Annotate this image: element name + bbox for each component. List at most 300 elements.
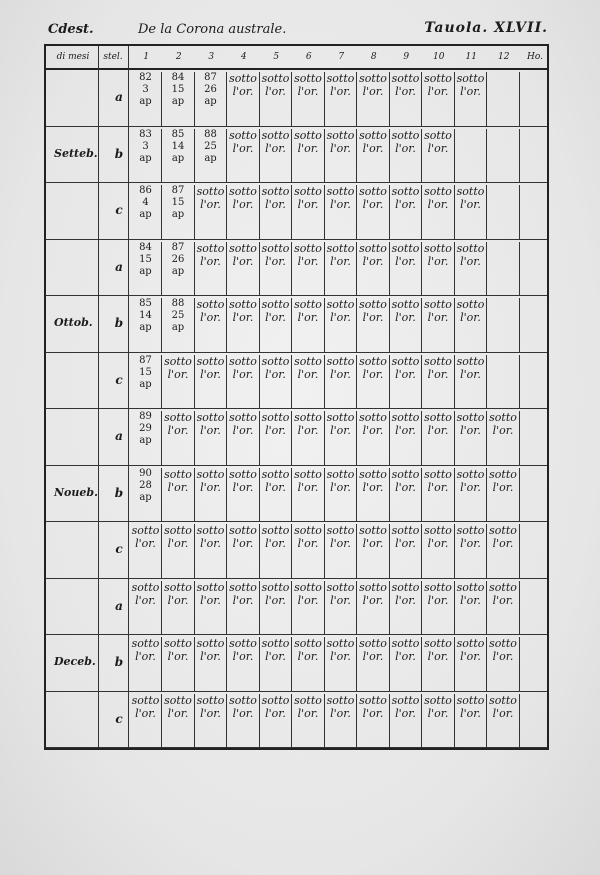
cell-sotto: sotto xyxy=(196,241,225,255)
table-cell xyxy=(163,694,195,748)
cell-lor: l'or. xyxy=(427,706,449,720)
cell-lor: l'or. xyxy=(492,706,514,720)
cell-value: 15 xyxy=(171,84,185,95)
cell-lor: l'or. xyxy=(427,650,449,663)
cell-lor: l'or. xyxy=(427,85,449,98)
cell-lor: l'or. xyxy=(460,254,481,268)
cell-lor: l'or. xyxy=(427,537,449,550)
table-cell xyxy=(130,581,162,635)
cell-value: 90 xyxy=(139,467,152,479)
cell-sotto: sotto xyxy=(326,298,355,311)
table-cell xyxy=(488,694,520,748)
cell-sotto: sotto xyxy=(326,580,355,594)
cell-lor: l'or. xyxy=(330,424,351,437)
table-row xyxy=(46,296,547,353)
cell-lor: l'or. xyxy=(232,367,254,381)
cell-sotto: sotto xyxy=(456,637,485,650)
table-cell xyxy=(488,185,520,239)
cell-sotto: sotto xyxy=(391,241,420,255)
cell-value: 85 xyxy=(171,128,185,140)
cell-value: ap xyxy=(139,209,152,220)
cell-lor: l'or. xyxy=(460,537,481,550)
table-cell xyxy=(260,468,292,522)
table-cell xyxy=(260,411,292,465)
table-cell xyxy=(163,72,195,126)
table-cell xyxy=(130,524,162,578)
table-cell xyxy=(455,355,487,409)
cell-sotto: sotto xyxy=(424,298,452,311)
cell-sotto: sotto xyxy=(164,580,192,594)
cell-sotto: sotto xyxy=(456,298,485,311)
cell-sotto: sotto xyxy=(294,72,322,85)
table-cell xyxy=(390,242,422,296)
table-cell xyxy=(293,355,325,409)
table-row xyxy=(46,522,547,579)
table-cell xyxy=(130,185,162,239)
cell-lor: l'or. xyxy=(427,254,449,268)
cell-value: 15 xyxy=(171,197,185,208)
table-cell xyxy=(358,72,390,126)
cell-lor: l'or. xyxy=(297,254,319,268)
cell-lor: l'or. xyxy=(265,593,286,607)
cell-value: 87 xyxy=(171,241,185,253)
cell-sotto: sotto xyxy=(261,354,290,368)
cell-lor: l'or. xyxy=(330,198,351,211)
cell-lor: l'or. xyxy=(362,367,384,381)
cell-sotto: sotto xyxy=(229,241,257,255)
table-cell xyxy=(423,242,455,296)
table-cell xyxy=(390,129,422,183)
cell-sotto: sotto xyxy=(261,185,290,198)
table-row xyxy=(46,353,547,410)
table-cell xyxy=(455,129,487,183)
cell-sotto: sotto xyxy=(424,467,452,481)
cell-lor: l'or. xyxy=(330,311,351,324)
cell-value: 15 xyxy=(139,366,152,378)
cell-sotto: sotto xyxy=(294,524,322,537)
cell-lor: l'or. xyxy=(460,198,481,211)
cell-lor: l'or. xyxy=(460,311,481,324)
table-cell xyxy=(195,298,227,352)
table-cell xyxy=(163,411,195,465)
table-row xyxy=(46,466,547,523)
cell-sotto: sotto xyxy=(391,354,420,368)
cell-value: 4 xyxy=(142,197,149,208)
cell-sotto: sotto xyxy=(424,693,452,707)
cell-value: 14 xyxy=(171,140,185,152)
cell-lor: l'or. xyxy=(200,650,221,663)
cell-lor: l'or. xyxy=(297,367,319,381)
cell-sotto: sotto xyxy=(424,185,452,198)
table-cell xyxy=(325,72,357,126)
cell-value: 14 xyxy=(139,310,152,321)
cell-sotto: sotto xyxy=(359,185,387,198)
cell-value: ap xyxy=(139,491,152,503)
table-cell xyxy=(163,637,195,691)
table-cell xyxy=(293,72,325,126)
cell-sotto: sotto xyxy=(229,298,257,311)
table-cell xyxy=(228,524,260,578)
table-cell xyxy=(228,129,260,183)
cell-sotto: sotto xyxy=(489,693,517,707)
column-header-hour-1: 1 xyxy=(143,52,150,62)
star-letter: b xyxy=(114,655,124,670)
cell-sotto: sotto xyxy=(261,524,290,537)
cell-lor: l'or. xyxy=(492,480,514,494)
cell-lor: l'or. xyxy=(460,367,481,381)
cell-value: 29 xyxy=(139,423,152,434)
cell-lor: l'or. xyxy=(460,424,481,437)
cell-sotto: sotto xyxy=(294,411,322,424)
table-row xyxy=(46,70,547,127)
cell-value: ap xyxy=(171,96,185,107)
table-cell xyxy=(293,694,325,748)
cell-lor: l'or. xyxy=(200,311,221,324)
table-row xyxy=(46,692,547,749)
cell-sotto: sotto xyxy=(424,128,452,142)
cell-sotto: sotto xyxy=(131,693,160,707)
cell-sotto: sotto xyxy=(229,354,257,368)
cell-lor: l'or. xyxy=(297,311,319,324)
cell-sotto: sotto xyxy=(359,411,387,424)
table-cell xyxy=(325,468,357,522)
table-cell xyxy=(325,242,357,296)
table-cell xyxy=(260,242,292,296)
table-cell xyxy=(488,129,520,183)
cell-lor: l'or. xyxy=(232,593,254,607)
cell-sotto: sotto xyxy=(294,580,322,594)
cell-sotto: sotto xyxy=(261,72,290,85)
table-cell xyxy=(163,129,195,183)
table-cell xyxy=(325,524,357,578)
cell-sotto: sotto xyxy=(164,524,192,537)
cell-sotto: sotto xyxy=(261,298,290,311)
cell-sotto: sotto xyxy=(196,693,225,707)
table-cell xyxy=(455,524,487,578)
cell-value: 3 xyxy=(142,140,149,152)
cell-sotto: sotto xyxy=(294,128,322,142)
cell-sotto: sotto xyxy=(294,241,322,255)
cell-lor: l'or. xyxy=(265,537,286,550)
cell-value: 3 xyxy=(142,84,149,95)
cell-lor: l'or. xyxy=(135,650,156,663)
cell-sotto: sotto xyxy=(164,637,192,650)
cell-lor: l'or. xyxy=(265,85,286,98)
cell-lor: l'or. xyxy=(492,593,514,607)
cell-lor: l'or. xyxy=(200,706,221,720)
cell-sotto: sotto xyxy=(326,241,355,255)
cell-value: ap xyxy=(139,378,152,390)
column-header-hour-4: 4 xyxy=(240,52,247,62)
table-cell xyxy=(488,581,520,635)
table-cell xyxy=(195,468,227,522)
cell-lor: l'or. xyxy=(330,367,351,381)
column-header-hour-9: 9 xyxy=(403,52,410,62)
cell-value: ap xyxy=(139,265,152,277)
table-row xyxy=(46,579,547,636)
table-cell xyxy=(163,298,195,352)
cell-sotto: sotto xyxy=(196,467,225,481)
table-cell xyxy=(228,694,260,748)
cell-lor: l'or. xyxy=(427,198,449,211)
cell-lor: l'or. xyxy=(297,537,319,550)
star-letter: a xyxy=(115,259,123,274)
cell-lor: l'or. xyxy=(135,593,156,607)
cell-lor: l'or. xyxy=(265,706,286,720)
month-label: Noueb. xyxy=(54,485,98,499)
cell-sotto: sotto xyxy=(261,128,290,142)
cell-lor: l'or. xyxy=(395,537,416,550)
cell-sotto: sotto xyxy=(391,185,420,198)
cell-value: ap xyxy=(204,152,217,164)
cell-lor: l'or. xyxy=(460,85,481,98)
cell-lor: l'or. xyxy=(200,198,221,211)
table-cell xyxy=(163,355,195,409)
cell-lor: l'or. xyxy=(362,311,384,324)
cell-sotto: sotto xyxy=(456,580,485,594)
cell-lor: l'or. xyxy=(232,424,254,437)
cell-sotto: sotto xyxy=(456,524,485,537)
table-cell xyxy=(423,355,455,409)
cell-lor: l'or. xyxy=(362,424,384,437)
cell-lor: l'or. xyxy=(200,367,221,381)
cell-lor: l'or. xyxy=(427,141,449,155)
cell-lor: l'or. xyxy=(297,480,319,494)
cell-sotto: sotto xyxy=(229,524,257,537)
table-cell xyxy=(423,411,455,465)
cell-lor: l'or. xyxy=(232,311,254,324)
table-cell xyxy=(455,694,487,748)
cell-lor: l'or. xyxy=(362,85,384,98)
cell-lor: l'or. xyxy=(362,141,384,155)
cell-sotto: sotto xyxy=(424,241,452,255)
header-left: Cdest. xyxy=(48,22,94,37)
cell-sotto: sotto xyxy=(359,128,387,142)
cell-sotto: sotto xyxy=(229,72,257,85)
cell-lor: l'or. xyxy=(297,706,319,720)
cell-value: ap xyxy=(171,322,185,333)
table-cell xyxy=(163,581,195,635)
column-header-hour-7: 7 xyxy=(338,52,345,62)
cell-value: 84 xyxy=(171,72,185,83)
cell-sotto: sotto xyxy=(359,637,387,650)
table xyxy=(44,44,549,750)
table-cell xyxy=(358,581,390,635)
cell-lor: l'or. xyxy=(330,650,351,663)
star-letter: b xyxy=(114,146,124,161)
cell-value: ap xyxy=(171,265,185,277)
table-cell xyxy=(293,637,325,691)
cell-lor: l'or. xyxy=(167,537,189,550)
cell-sotto: sotto xyxy=(456,693,485,707)
star-letter: b xyxy=(114,485,124,500)
table-cell xyxy=(195,355,227,409)
table-cell xyxy=(260,129,292,183)
cell-sotto: sotto xyxy=(359,241,387,255)
cell-sotto: sotto xyxy=(261,241,290,255)
cell-lor: l'or. xyxy=(232,254,254,268)
table-cell xyxy=(293,581,325,635)
table-cell xyxy=(195,129,227,183)
cell-lor: l'or. xyxy=(330,480,351,494)
header xyxy=(48,18,548,40)
table-cell xyxy=(358,694,390,748)
cell-lor: l'or. xyxy=(362,198,384,211)
column-header-hour-11: 11 xyxy=(465,52,477,62)
table-cell xyxy=(130,468,162,522)
cell-lor: l'or. xyxy=(330,706,351,720)
table-cell xyxy=(195,242,227,296)
cell-value: ap xyxy=(139,322,152,333)
cell-lor: l'or. xyxy=(265,367,286,381)
cell-lor: l'or. xyxy=(167,706,189,720)
cell-sotto: sotto xyxy=(131,580,160,594)
table-cell xyxy=(390,468,422,522)
cell-lor: l'or. xyxy=(297,141,319,155)
cell-lor: l'or. xyxy=(492,650,514,663)
cell-lor: l'or. xyxy=(395,593,416,607)
star-letter: a xyxy=(115,598,123,613)
cell-sotto: sotto xyxy=(164,411,192,424)
table-cell xyxy=(195,524,227,578)
table-cell xyxy=(390,637,422,691)
cell-value: 82 xyxy=(139,72,152,83)
cell-lor: l'or. xyxy=(427,367,449,381)
table-cell xyxy=(390,581,422,635)
cell-sotto: sotto xyxy=(456,72,485,85)
cell-sotto: sotto xyxy=(294,693,322,707)
table-cell xyxy=(325,355,357,409)
cell-sotto: sotto xyxy=(131,524,160,537)
table-cell xyxy=(423,524,455,578)
cell-lor: l'or. xyxy=(460,706,481,720)
table-row xyxy=(46,183,547,240)
cell-sotto: sotto xyxy=(391,411,420,424)
cell-sotto: sotto xyxy=(424,524,452,537)
cell-value: 87 xyxy=(171,185,185,196)
cell-value: 88 xyxy=(171,298,185,309)
cell-sotto: sotto xyxy=(229,185,257,198)
cell-lor: l'or. xyxy=(395,367,416,381)
cell-sotto: sotto xyxy=(359,354,387,368)
cell-sotto: sotto xyxy=(359,580,387,594)
cell-sotto: sotto xyxy=(359,693,387,707)
cell-sotto: sotto xyxy=(229,467,257,481)
column-header-hour-5: 5 xyxy=(273,52,280,62)
cell-lor: l'or. xyxy=(232,85,254,98)
cell-sotto: sotto xyxy=(391,637,420,650)
cell-sotto: sotto xyxy=(294,185,322,198)
column-header-month: di mesi xyxy=(56,52,90,62)
column-header-hour-6: 6 xyxy=(305,52,312,62)
cell-lor: l'or. xyxy=(362,593,384,607)
cell-lor: l'or. xyxy=(200,424,221,437)
column-header-hour-8: 8 xyxy=(370,52,377,62)
cell-value: 25 xyxy=(171,310,185,321)
cell-value: 83 xyxy=(139,128,152,140)
cell-value: 88 xyxy=(204,128,217,140)
cell-sotto: sotto xyxy=(261,411,290,424)
table-cell xyxy=(390,355,422,409)
cell-sotto: sotto xyxy=(164,693,192,707)
cell-sotto: sotto xyxy=(326,354,355,368)
table-cell xyxy=(228,185,260,239)
column-header-hour-12: 12 xyxy=(498,52,510,62)
table-cell xyxy=(228,468,260,522)
table-cell xyxy=(260,185,292,239)
table-cell xyxy=(325,298,357,352)
table-cell xyxy=(195,637,227,691)
table-cell xyxy=(260,298,292,352)
cell-sotto: sotto xyxy=(229,580,257,594)
star-letter: c xyxy=(115,542,123,557)
table-cell xyxy=(455,411,487,465)
table-cell xyxy=(130,298,162,352)
cell-value: ap xyxy=(171,209,185,220)
column-header-hour-2: 2 xyxy=(175,52,182,62)
table-cell xyxy=(423,185,455,239)
cell-sotto: sotto xyxy=(456,411,485,424)
cell-lor: l'or. xyxy=(135,537,156,550)
cell-sotto: sotto xyxy=(391,298,420,311)
table-cell xyxy=(358,298,390,352)
table-cell xyxy=(130,637,162,691)
cell-lor: l'or. xyxy=(167,650,189,663)
table-cell xyxy=(130,694,162,748)
table-cell xyxy=(325,637,357,691)
cell-value: 87 xyxy=(204,72,217,83)
table-cell xyxy=(195,581,227,635)
cell-lor: l'or. xyxy=(362,650,384,663)
table-cell xyxy=(390,524,422,578)
table-cell xyxy=(325,581,357,635)
table-row xyxy=(46,409,547,466)
cell-value: ap xyxy=(139,96,152,107)
star-letter: b xyxy=(114,316,124,331)
table-cell xyxy=(293,524,325,578)
table-cell xyxy=(130,242,162,296)
table-cell xyxy=(325,411,357,465)
column-header-star: stel. xyxy=(103,52,123,62)
table-cell xyxy=(260,72,292,126)
table-cell xyxy=(358,129,390,183)
table-cell xyxy=(488,298,520,352)
cell-lor: l'or. xyxy=(265,141,286,155)
cell-lor: l'or. xyxy=(265,254,286,268)
cell-lor: l'or. xyxy=(200,480,221,494)
cell-sotto: sotto xyxy=(261,467,290,481)
cell-lor: l'or. xyxy=(232,537,254,550)
table-cell xyxy=(228,411,260,465)
cell-lor: l'or. xyxy=(135,706,156,720)
table-cell xyxy=(423,581,455,635)
cell-sotto: sotto xyxy=(326,467,355,481)
table-cell xyxy=(228,298,260,352)
star-letter: c xyxy=(115,372,123,387)
cell-sotto: sotto xyxy=(391,467,420,481)
cell-sotto: sotto xyxy=(229,128,257,142)
cell-lor: l'or. xyxy=(362,480,384,494)
table-cell xyxy=(260,637,292,691)
table-cell xyxy=(358,637,390,691)
table-cell xyxy=(260,694,292,748)
table-cell xyxy=(488,355,520,409)
cell-lor: l'or. xyxy=(265,650,286,663)
cell-lor: l'or. xyxy=(362,706,384,720)
cell-lor: l'or. xyxy=(265,480,286,494)
cell-sotto: sotto xyxy=(196,637,225,650)
table-cell xyxy=(358,242,390,296)
